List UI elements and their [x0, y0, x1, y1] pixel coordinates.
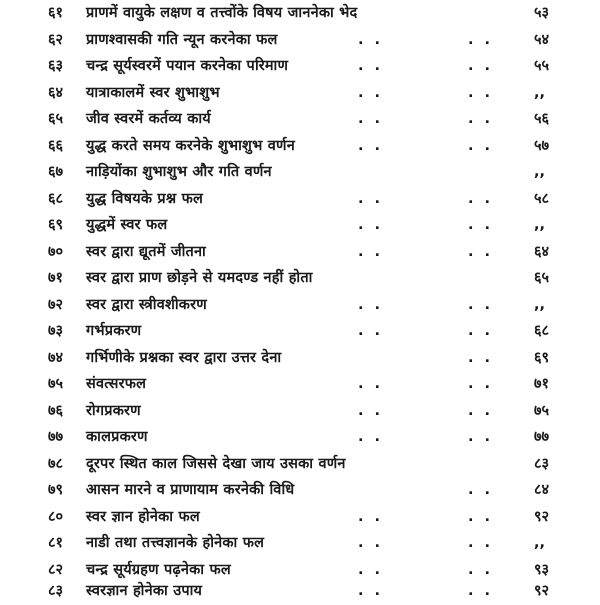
page-number: ,, [534, 296, 546, 313]
toc-row-62 [0, 27, 600, 54]
leader-dots: . . [468, 402, 494, 419]
leader-dots: . . [468, 323, 494, 339]
leader-dots: . . [468, 561, 494, 578]
toc-row-83 [0, 578, 600, 605]
chapter-title: गर्भिणीके प्रश्नका स्वर द्वारा उत्तर देना [86, 349, 282, 366]
page-number: ५८ [534, 190, 550, 207]
page-number: ६४ [534, 243, 550, 260]
page-number: ५६ [534, 111, 550, 127]
page-number: ,, [534, 164, 546, 180]
leader-dots: . . [468, 349, 494, 366]
page-number: ५७ [534, 137, 550, 154]
chapter-number: ७४ [48, 349, 64, 366]
toc-row-67 [0, 159, 600, 186]
chapter-title: नाड़ियोंका शुभाशुभ और गति वर्णन [86, 164, 272, 180]
chapter-number: ६७ [48, 164, 64, 180]
chapter-title: गर्भप्रकरण [86, 323, 142, 339]
chapter-number: ६८ [48, 190, 64, 207]
toc-row-72 [0, 292, 600, 319]
leader-dots: . . [358, 402, 384, 419]
chapter-title: रोगप्रकरण [86, 402, 141, 419]
leader-dots: . . [358, 535, 384, 551]
page-number: ,, [534, 535, 546, 551]
leader-dots: . . [468, 376, 494, 392]
page-number: ८३ [534, 455, 550, 472]
leader-dots: . . [358, 243, 384, 260]
chapter-title: युद्ध करते समय करनेके शुभाशुभ वर्णन [86, 137, 295, 154]
toc-row-65 [0, 106, 600, 133]
leader-dots: . . [468, 111, 494, 127]
chapter-title: स्वर द्वारा द्यूतमें जीतना [86, 243, 207, 260]
page-number: ९३ [534, 561, 550, 578]
chapter-title: स्वर द्वारा प्राण छोड़ने से यमदण्ड नहीं होता [86, 270, 313, 286]
leader-dots: . . [468, 535, 494, 551]
chapter-number: ८३ [48, 583, 64, 599]
chapter-number: ७६ [48, 402, 64, 419]
toc-row-78 [0, 451, 600, 478]
toc-row-76 [0, 398, 600, 425]
page-number: ७७ [534, 429, 550, 445]
toc-row-75 [0, 371, 600, 398]
leader-dots: . . [358, 508, 384, 525]
leader-dots: . . [468, 583, 494, 599]
leader-dots: . . [468, 58, 494, 74]
chapter-number: ७८ [48, 455, 64, 472]
leader-dots: . . [358, 84, 384, 101]
page-number: ६५ [534, 270, 550, 286]
leader-dots: . . [358, 137, 384, 154]
chapter-title: चन्द्र सूर्यस्वरमें पयान करनेका परिमाण [86, 58, 289, 74]
leader-dots: . . [358, 583, 384, 599]
page-number: ६९ [534, 349, 550, 366]
toc-row-80 [0, 504, 600, 531]
leader-dots: . . [468, 508, 494, 525]
page-number: ८४ [534, 482, 550, 498]
leader-dots: . . [358, 296, 384, 313]
chapter-title: प्राणश्वासकी गति न्यून करनेका फल [86, 31, 278, 48]
leader-dots: . . [358, 31, 384, 48]
chapter-title: युद्धमें स्वर फल [86, 217, 168, 233]
leader-dots: . . [468, 217, 494, 233]
chapter-title: संवत्सरफल [86, 376, 147, 392]
chapter-title: दूरपर स्थित काल जिससे देखा जाय उसका वर्णन [86, 455, 346, 472]
toc-row-63 [0, 53, 600, 80]
chapter-number: ७९ [48, 482, 64, 498]
chapter-number: ७७ [48, 429, 64, 445]
chapter-number: ६२ [48, 31, 64, 48]
chapter-title: प्राणमें वायुके लक्षण व तत्त्वोंके विषय जाननेका भेद [86, 5, 358, 21]
toc-row-77 [0, 424, 600, 451]
chapter-number: ८० [48, 508, 64, 525]
leader-dots: . . [358, 429, 384, 445]
leader-dots: . . [468, 429, 494, 445]
chapter-number: ८२ [48, 561, 64, 578]
toc-row-79 [0, 477, 600, 504]
chapter-title: स्वर द्वारा स्त्रीवशीकरण [86, 296, 207, 313]
chapter-number: ६६ [48, 137, 64, 154]
chapter-title: कालप्रकरण [86, 429, 148, 445]
leader-dots: . . [358, 323, 384, 339]
leader-dots: . . [358, 376, 384, 392]
chapter-title: जीव स्वरमें कर्तव्य कार्य [86, 111, 211, 127]
leader-dots: . . [358, 561, 384, 578]
leader-dots: . . [358, 190, 384, 207]
page-number: ,, [534, 217, 546, 233]
toc-row-69 [0, 212, 600, 239]
chapter-number: ६१ [48, 5, 64, 21]
leader-dots: . . [468, 84, 494, 101]
toc-row-81 [0, 530, 600, 557]
leader-dots: . . [468, 296, 494, 313]
chapter-title: स्वर ज्ञान होनेका फल [86, 508, 200, 525]
page-number: ९२ [534, 508, 550, 525]
chapter-title: आसन मारने व प्राणायाम करनेकी विधि [86, 482, 295, 498]
leader-dots: . . [468, 190, 494, 207]
chapter-title: यात्राकालमें स्वर शुभाशुभ [86, 84, 220, 101]
chapter-title: नाडी तथा तत्त्वज्ञानके होनेका फल [86, 535, 265, 551]
page-number: ५३ [534, 5, 550, 21]
page-number: ७१ [534, 376, 550, 392]
chapter-number: ७५ [48, 376, 64, 392]
leader-dots: . . [468, 243, 494, 260]
chapter-number: ८१ [48, 535, 64, 551]
toc-row-73 [0, 318, 600, 345]
toc-row-70 [0, 239, 600, 266]
leader-dots: . . [468, 137, 494, 154]
page-number: ६८ [534, 323, 550, 339]
chapter-number: ७३ [48, 323, 64, 339]
page-number: ५५ [534, 58, 550, 74]
chapter-title: स्वरज्ञान होनेका उपाय [86, 583, 203, 599]
toc-row-74 [0, 345, 600, 372]
chapter-number: ७२ [48, 296, 64, 313]
chapter-number: ७१ [48, 270, 64, 286]
toc-row-71 [0, 265, 600, 292]
leader-dots: . . [358, 58, 384, 74]
page-number: ५४ [534, 31, 550, 48]
toc-row-64 [0, 80, 600, 107]
chapter-number: ६४ [48, 84, 64, 101]
page-number: ,, [534, 84, 546, 101]
toc-row-68 [0, 186, 600, 213]
leader-dots: . . [468, 31, 494, 48]
toc-row-66 [0, 133, 600, 160]
leader-dots: . . [358, 217, 384, 233]
chapter-number: ६५ [48, 111, 64, 127]
page-number: ७५ [534, 402, 550, 419]
page-number: ९२ [534, 583, 550, 599]
toc-row-61 [0, 0, 600, 27]
chapter-number: ६९ [48, 217, 64, 233]
chapter-title: चन्द्र सूर्यग्रहण पढ़नेका फल [86, 561, 231, 578]
chapter-number: ७० [48, 243, 64, 260]
leader-dots: . . [358, 111, 384, 127]
chapter-title: युद्ध विषयके प्रश्न फल [86, 190, 203, 207]
leader-dots: . . [468, 482, 494, 498]
chapter-number: ६३ [48, 58, 64, 74]
